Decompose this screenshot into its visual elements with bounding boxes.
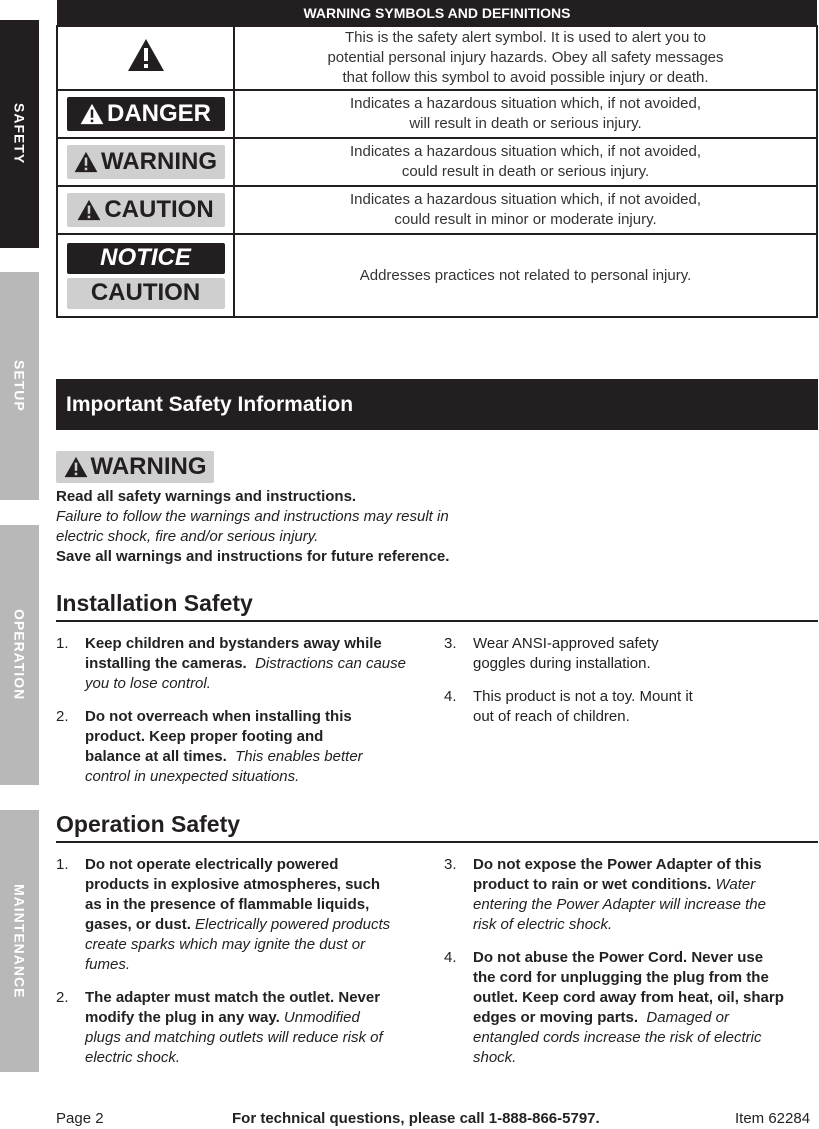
list-item: 4. This product is not a toy. Mount it out of reach of children. (444, 688, 693, 725)
symbol-cell (57, 138, 234, 186)
definition-cell: Indicates a hazardous situation which, if not avoided, could result in minor or moderate injury. (234, 186, 817, 234)
operation-left-column (56, 855, 396, 1081)
symbol-cell (57, 26, 234, 90)
safety-alert-icon (74, 151, 98, 173)
item-number: Item 62284 (735, 1110, 811, 1127)
side-tab-label: SAFETY (11, 103, 28, 165)
caution-label: CAUTION (67, 193, 225, 227)
notice-label: NOTICE (67, 243, 225, 274)
definition-cell: Indicates a hazardous situation which, if not avoided, will result in death or serious injury. (234, 90, 817, 138)
intro-line: Save all warnings and instructions for future reference. (56, 548, 450, 565)
table-row (57, 234, 817, 317)
side-tab-label: MAINTENANCE (11, 883, 28, 999)
installation-right-column (444, 634, 724, 740)
safety-alert-icon (77, 199, 101, 221)
divider (56, 620, 818, 622)
installation-left-column (56, 634, 416, 800)
intro-text (56, 487, 526, 567)
list-item: 2. The adapter must match the outlet. Never modify the plug in any way. Unmodified plugs and matching outlets will reduce risk of electric shock. (56, 989, 383, 1066)
side-tab-operation[interactable] (0, 525, 39, 785)
footer-contact: For technical questions, please call 1-888-866-5797. (232, 1110, 600, 1127)
side-tab-safety[interactable] (0, 20, 39, 248)
intro-line: Failure to follow the warnings and instructions may result in electric shock, fire and/or serious injury. (56, 508, 449, 545)
symbol-cell (57, 234, 234, 317)
operation-right-column (444, 855, 784, 1081)
definition-cell: Indicates a hazardous situation which, if not avoided, could result in death or serious injury. (234, 138, 817, 186)
intro-line: Read all safety warnings and instructions. (56, 488, 357, 505)
table-row (57, 138, 817, 186)
table-row (57, 26, 817, 90)
list-item: 3. Wear ANSI-approved safety goggles during installation. (444, 635, 659, 672)
symbol-cell (57, 186, 234, 234)
safety-alert-icon (127, 38, 165, 72)
list-item: 1. Keep children and bystanders away while installing the cameras. Distractions can cause you to lose control. (56, 635, 406, 692)
side-tab-maintenance[interactable] (0, 810, 39, 1072)
safety-alert-icon (64, 456, 88, 478)
warning-label: WARNING (56, 451, 214, 483)
safety-alert-icon (80, 103, 104, 125)
definition-cell: Addresses practices not related to personal injury. (234, 234, 817, 317)
page-number: Page 2 (56, 1110, 104, 1127)
table-row (57, 186, 817, 234)
danger-label: DANGER (67, 97, 225, 131)
notice-caution-label: CAUTION (67, 278, 225, 309)
side-tab-label: SETUP (11, 360, 28, 412)
table-row (57, 90, 817, 138)
side-tab-setup[interactable] (0, 272, 39, 500)
section-banner: Important Safety Information (56, 379, 818, 430)
definition-cell: This is the safety alert symbol. It is used to alert you to potential personal injury hazards. Obey all safety messages that follow this symbol to avoid possible injury or death. (234, 26, 817, 90)
warning-symbols-table (56, 0, 818, 318)
list-item: 3. Do not expose the Power Adapter of this product to rain or wet conditions. Water entering the Power Adapter will increase the risk of electric shock. (444, 856, 766, 933)
symbol-cell (57, 90, 234, 138)
installation-safety-heading: Installation Safety (56, 590, 253, 616)
table-header: WARNING SYMBOLS AND DEFINITIONS (57, 0, 817, 26)
divider (56, 841, 818, 843)
list-item: 4. Do not abuse the Power Cord. Never use the cord for unplugging the plug from the outlet. Keep cord away from heat, oil, sharp edges or moving parts. Damaged or entangled cords increase the risk of electric shock. (444, 949, 784, 1066)
warning-label: WARNING (67, 145, 225, 179)
list-item: 1. Do not operate electrically powered products in explosive atmospheres, such as in the presence of flammable liquids, gases, or dust. Electrically powered products create sparks which may ignite the dust or fumes. (56, 856, 391, 973)
list-item: 2. Do not overreach when installing this product. Keep proper footing and balance at all times. This enables better control in unexpected situations. (56, 708, 363, 785)
operation-safety-heading: Operation Safety (56, 811, 241, 837)
side-tab-label: OPERATION (11, 609, 28, 701)
